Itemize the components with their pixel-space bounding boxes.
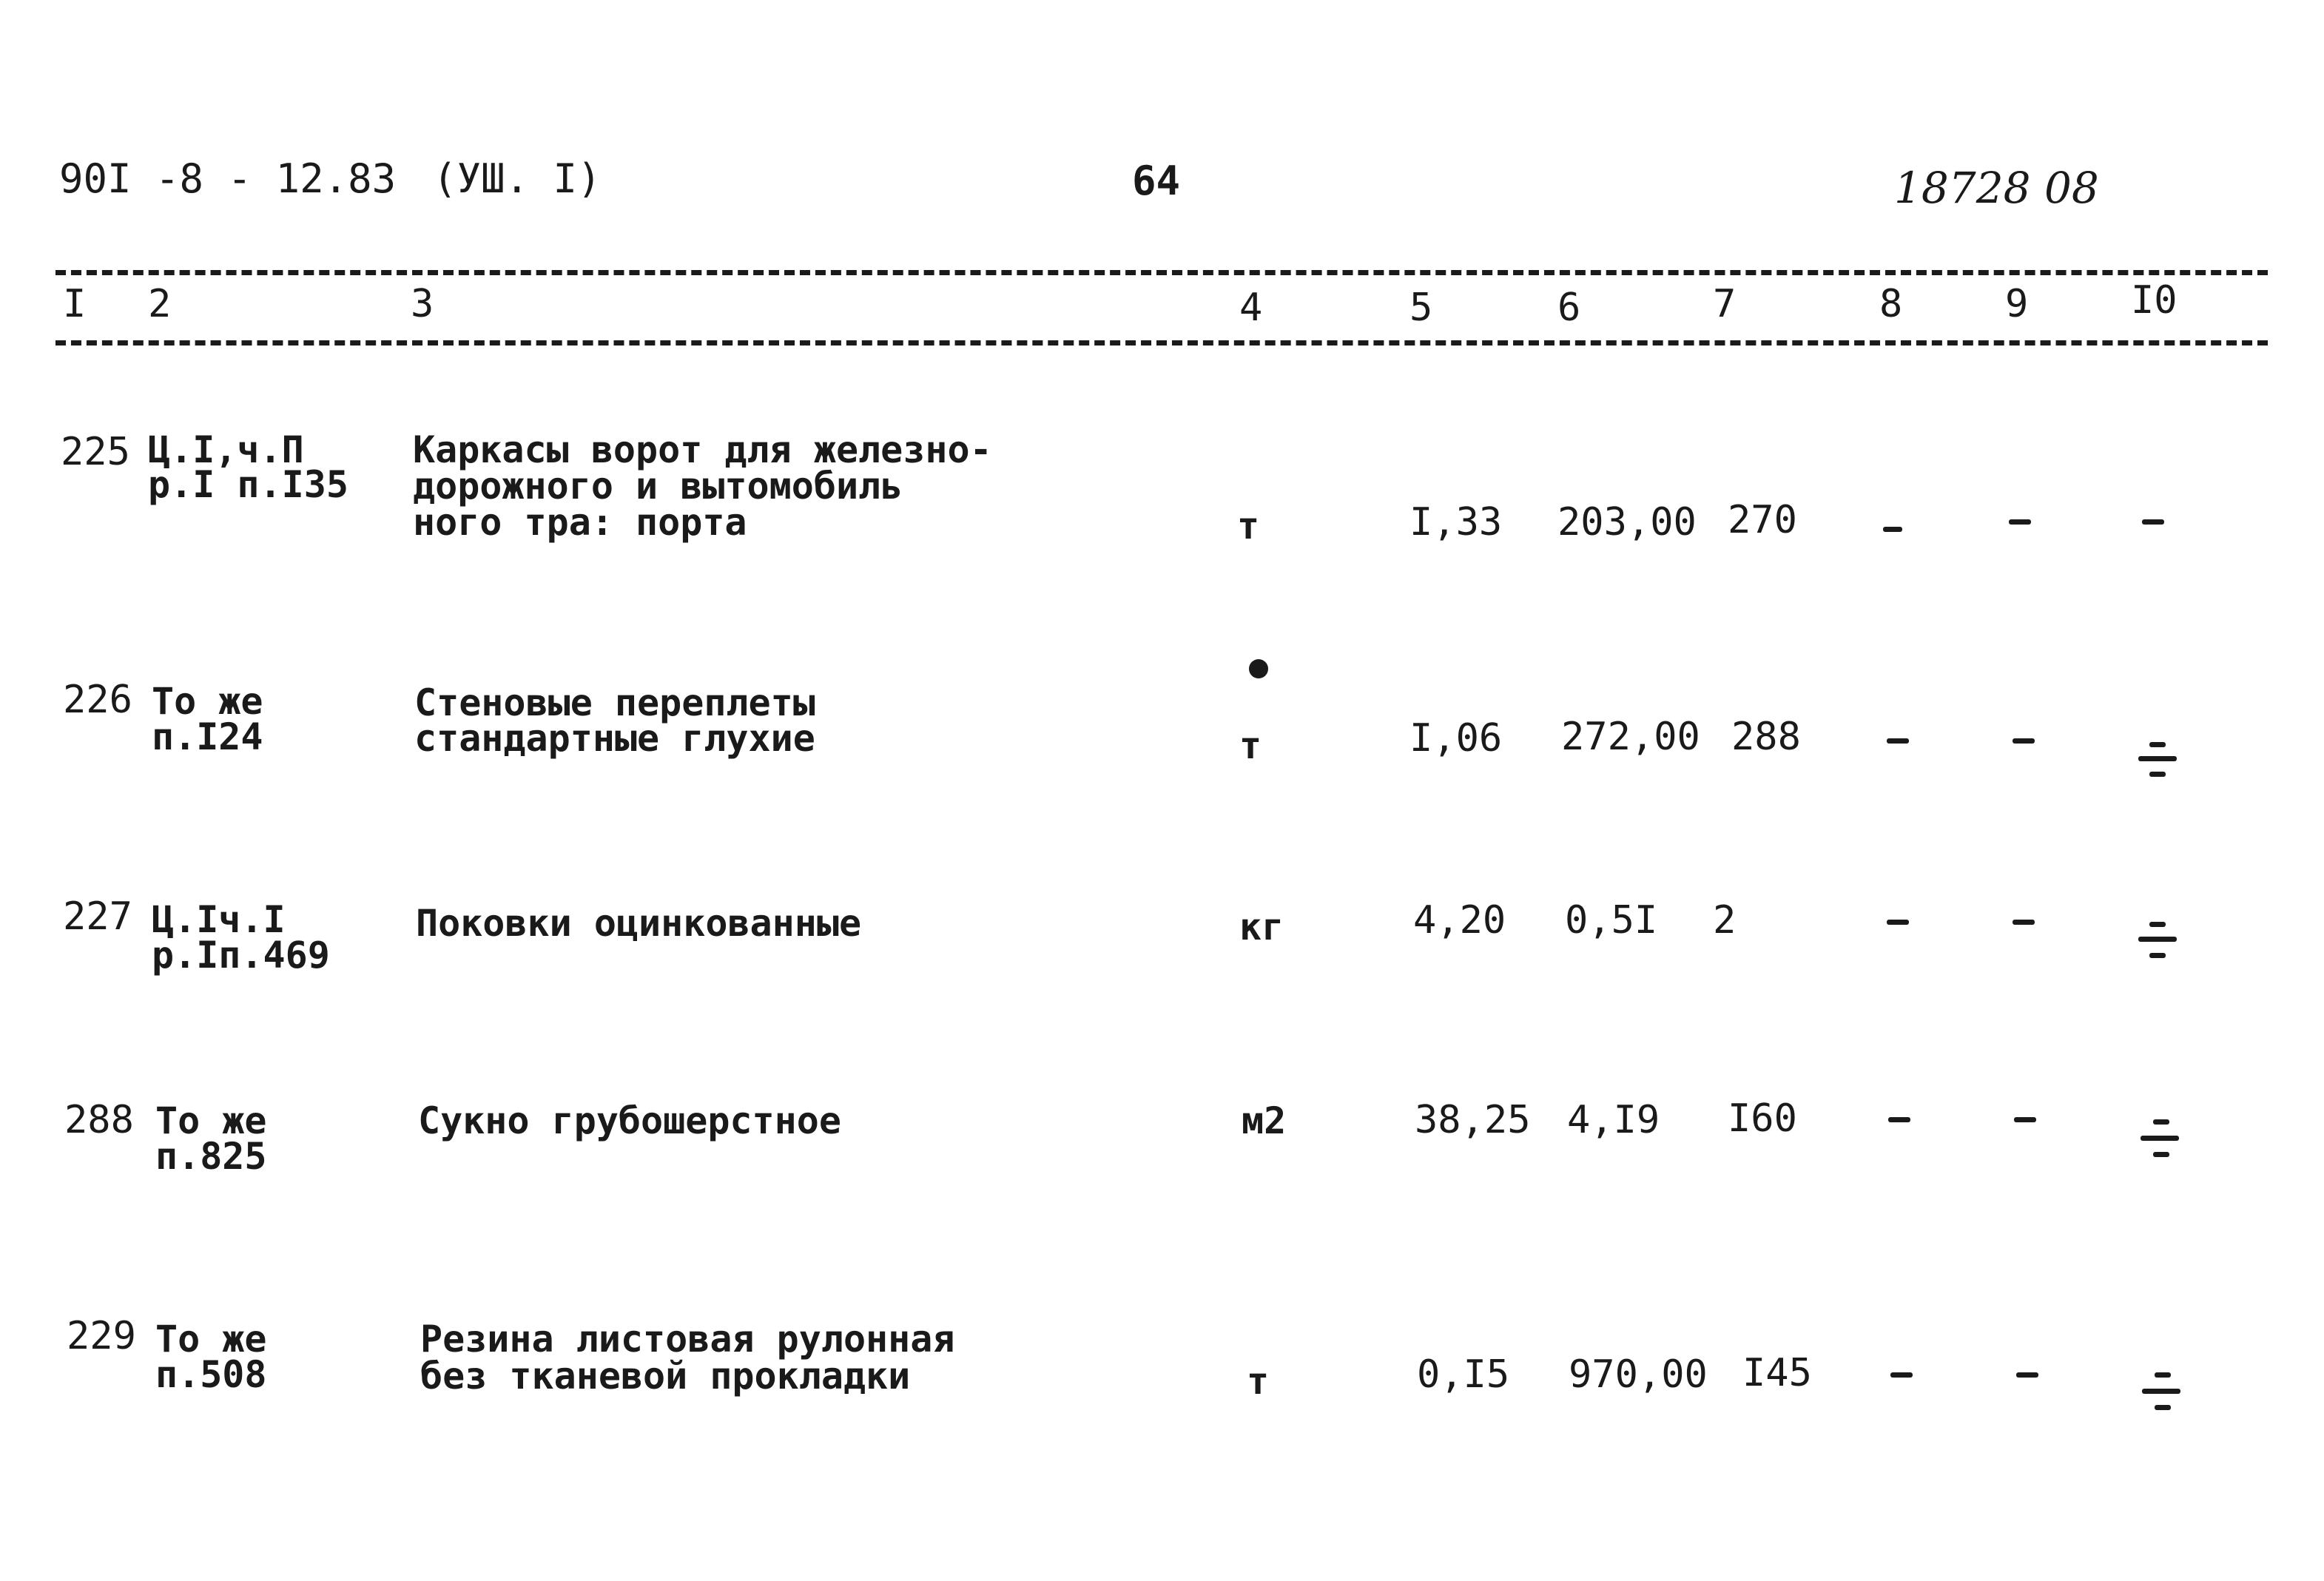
row-unit: м2 (1242, 1099, 1287, 1142)
row-unit: т (1247, 1360, 1270, 1403)
header-top-rule (55, 270, 2268, 275)
row-name-line: ного тра: порта (413, 501, 747, 544)
row-number: 227 (63, 894, 132, 939)
row-col7: I60 (1728, 1096, 1797, 1141)
header-bottom-rule (55, 340, 2268, 345)
row-col5: I,06 (1409, 716, 1503, 761)
row-ref-line: п.I24 (152, 715, 263, 758)
row-number: 225 (61, 430, 130, 474)
col-header-2: 2 (148, 282, 172, 326)
col9-dash-mark (2014, 1117, 2036, 1122)
row-name-line: Поковки оцинкованные (416, 902, 862, 945)
ink-dot (1249, 659, 1268, 678)
doc-code: 90I -8 - 12.83 (59, 155, 397, 202)
row-col7: 288 (1731, 715, 1801, 759)
row-name-line: Сукно грубошерстное (418, 1099, 841, 1142)
col-header-5: 5 (1409, 286, 1433, 330)
col-header-4: 4 (1239, 286, 1263, 330)
col-header-1: I (63, 282, 87, 326)
row-name-line: Каркасы ворот для железно- (413, 428, 992, 471)
col8-dash-mark (1887, 738, 1909, 744)
col8-dash-mark (1887, 920, 1909, 925)
page-number: 64 (1132, 158, 1181, 204)
handwritten-number: 18728 08 (1894, 163, 2099, 213)
row-col6: 0,5I (1565, 898, 1658, 943)
row-ref-line: То же (152, 680, 263, 723)
col-header-3: 3 (411, 282, 434, 326)
col9-dash-mark (2009, 519, 2031, 525)
col8-dash-mark (1883, 527, 1902, 532)
row-ref-line: Ц.Iч.I (152, 898, 286, 941)
row-ref-line: п.825 (155, 1135, 267, 1178)
row-number: 288 (64, 1098, 134, 1142)
row-col5: 0,I5 (1417, 1352, 1510, 1397)
col10-dash-mark (2142, 519, 2164, 525)
row-number: 229 (67, 1314, 136, 1358)
col8-dash-mark (1890, 1372, 1913, 1378)
row-ref-line: п.508 (155, 1353, 267, 1396)
col-header-10: I0 (2131, 278, 2178, 323)
row-ref-line: То же (155, 1099, 267, 1142)
row-number: 226 (63, 678, 132, 722)
row-ref-line: р.I п.I35 (148, 463, 348, 506)
col9-dash-mark (2016, 1372, 2038, 1378)
row-col6: 970,00 (1569, 1352, 1708, 1397)
col9-dash-mark (2013, 738, 2035, 744)
col-header-9: 9 (2005, 282, 2029, 326)
row-unit: кг (1239, 906, 1284, 948)
col-header-6: 6 (1557, 286, 1581, 330)
row-ref-line: Ц.I,ч.П (148, 428, 304, 471)
row-name-line: дорожного и вытомобиль (413, 465, 903, 508)
row-name-line: Стеновые переплеты (414, 681, 815, 724)
row-name-line: Резина листовая рулонная (420, 1318, 955, 1361)
row-name-line: без тканевой прокладки (420, 1355, 911, 1398)
album-number: (УШ. I) (433, 155, 602, 202)
row-col7: 2 (1713, 898, 1737, 943)
col-header-8: 8 (1879, 282, 1903, 326)
row-col6: 4,I9 (1567, 1098, 1660, 1142)
row-col5: 4,20 (1413, 898, 1506, 943)
row-col6: 272,00 (1561, 715, 1700, 759)
row-col7: 270 (1728, 498, 1797, 542)
row-ref-line: р.Iп.469 (152, 934, 330, 977)
row-col7: I45 (1742, 1351, 1812, 1395)
row-col5: I,33 (1409, 500, 1503, 545)
row-col5: 38,25 (1415, 1098, 1531, 1142)
row-ref-line: То же (155, 1318, 267, 1361)
col9-dash-mark (2013, 920, 2035, 925)
col-header-7: 7 (1713, 282, 1737, 326)
col8-dash-mark (1888, 1117, 1910, 1122)
row-col6: 203,00 (1557, 500, 1697, 545)
row-unit: т (1239, 724, 1262, 767)
row-name-line: стандартные глухие (414, 717, 815, 760)
row-unit: т (1237, 505, 1260, 547)
